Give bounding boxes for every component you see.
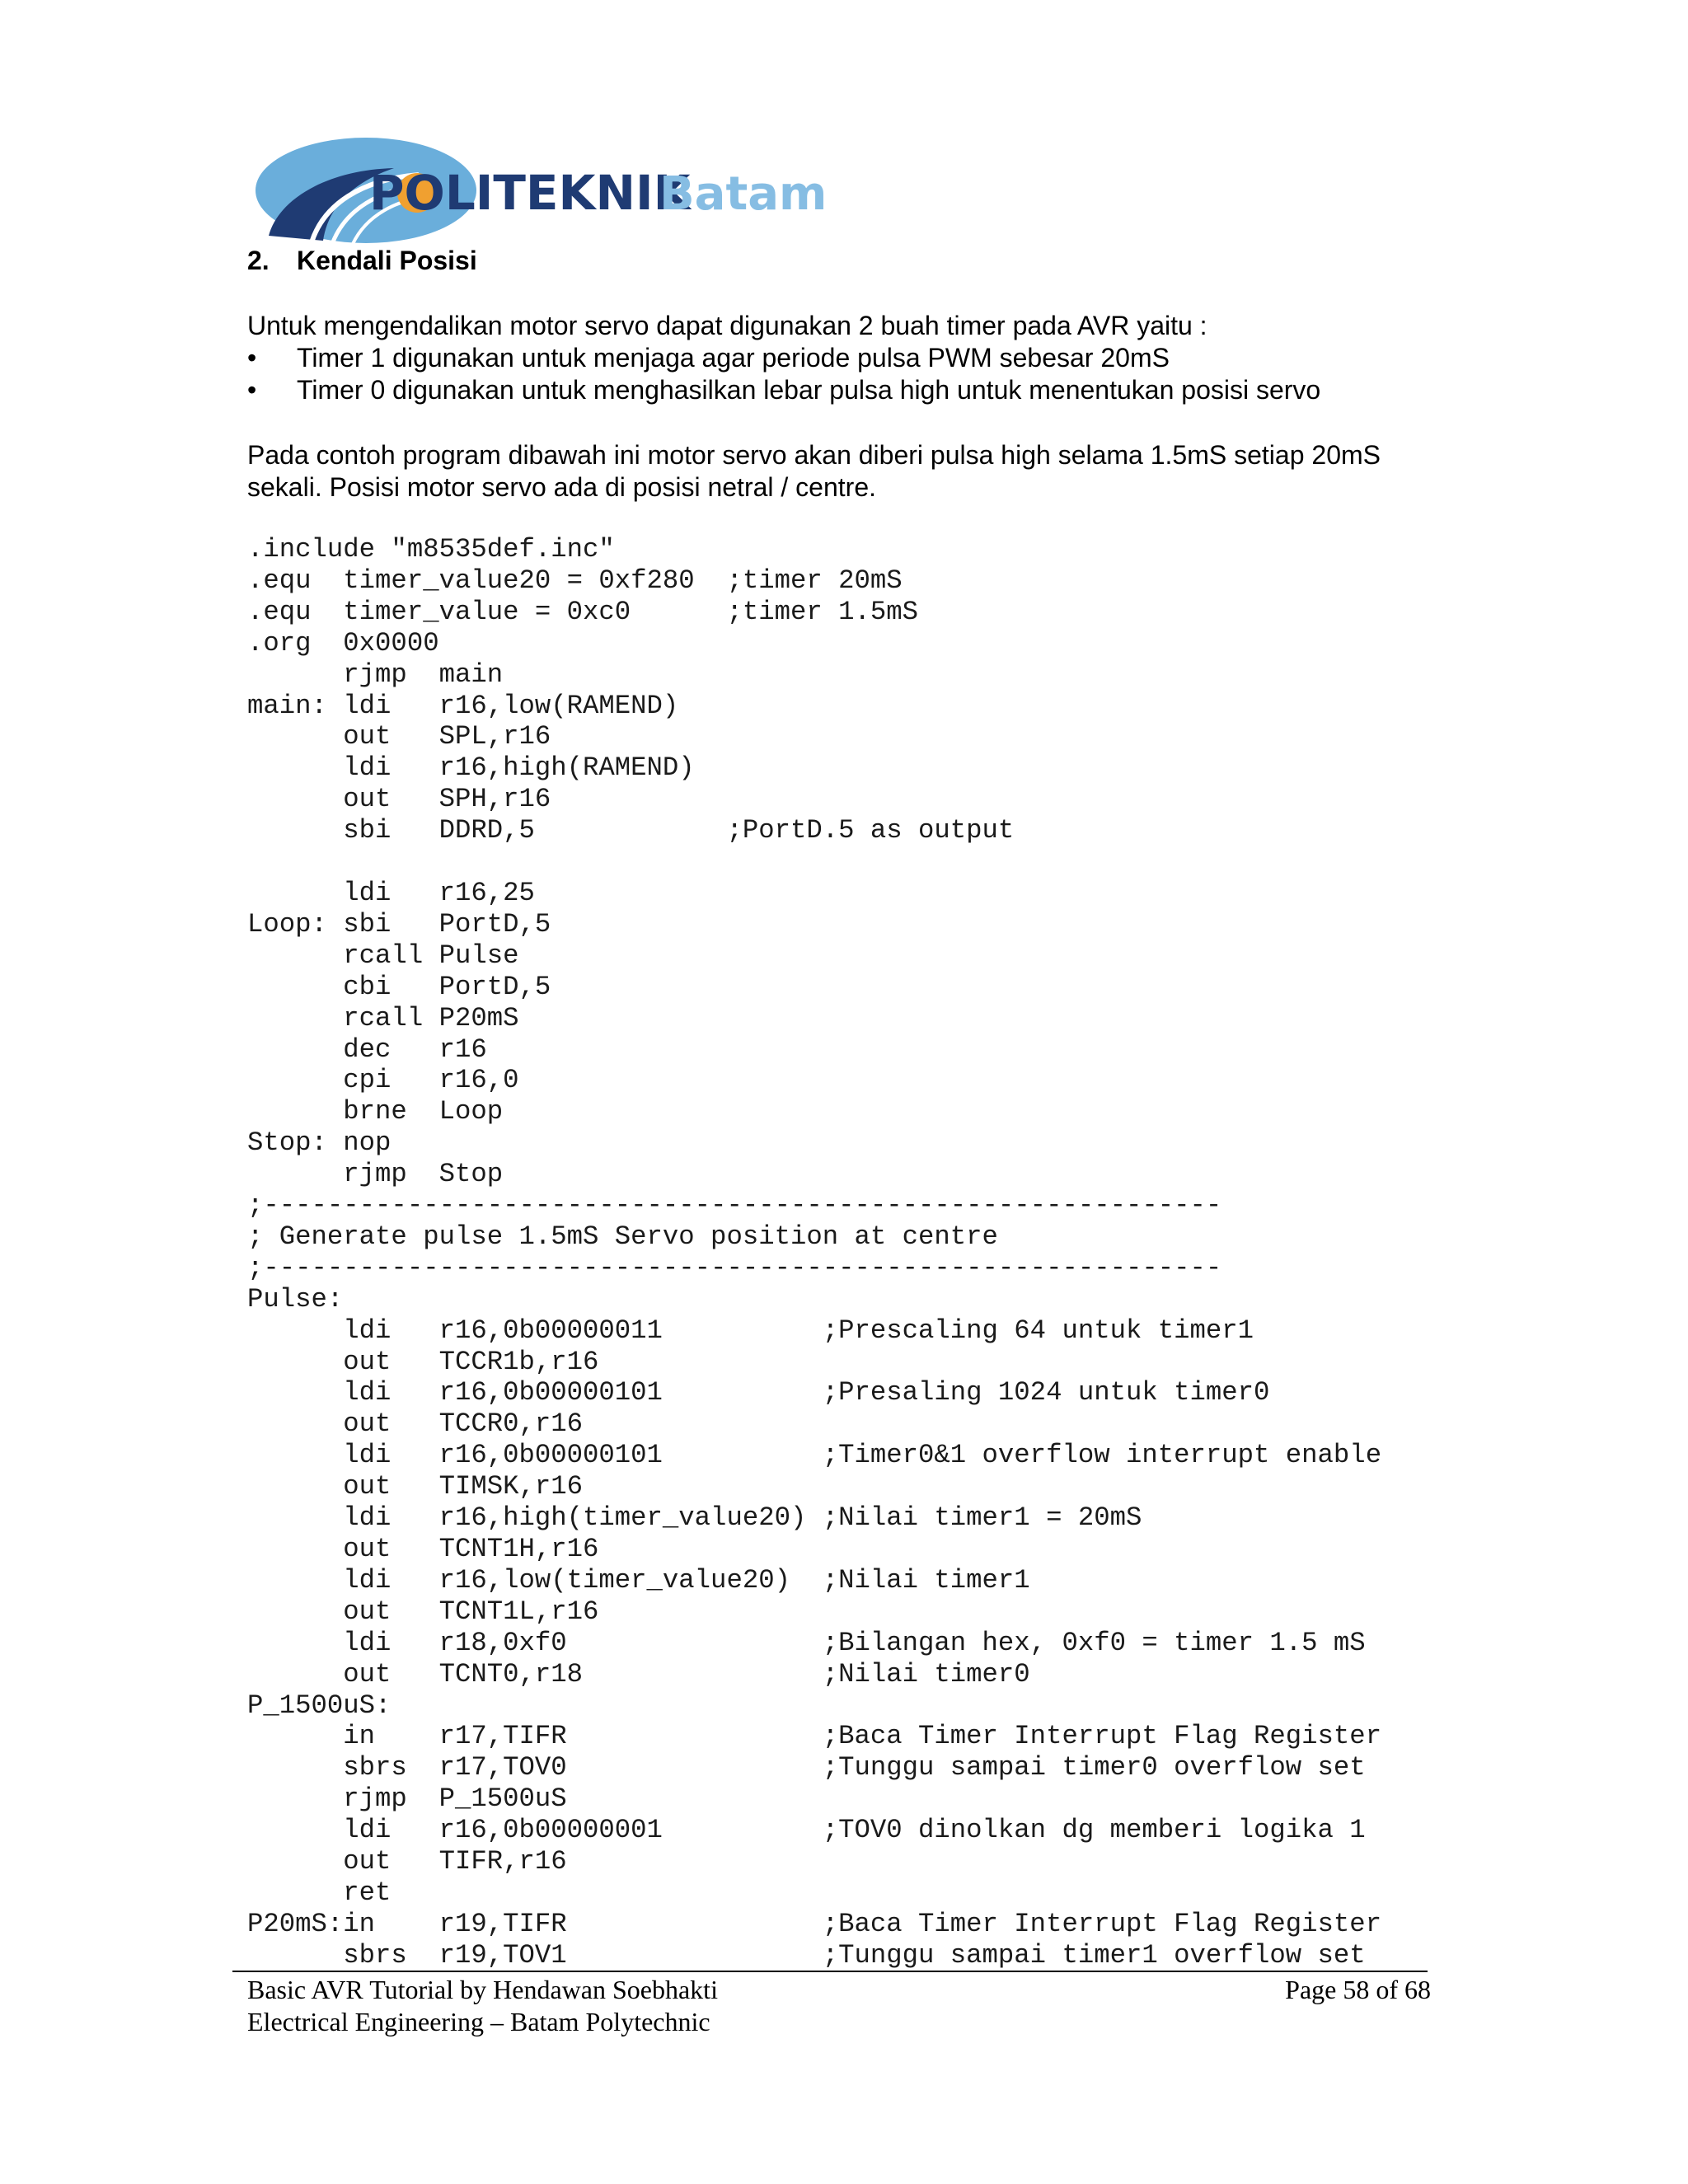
code-line: out TCNT1H,r16 (247, 1534, 599, 1564)
footer-author: Basic AVR Tutorial by Hendawan Soebhakti (247, 1975, 718, 2004)
logo-emblem-icon (254, 137, 831, 246)
code-line: .include "m8535def.inc" (247, 534, 615, 565)
code-line: ldi r16,0b00000101 ;Presaling 1024 untuk timer0 (247, 1377, 1270, 1408)
section-title: Kendali Posisi (297, 246, 477, 275)
code-line: ldi r16,high(timer_value20) ;Nilai timer1 = 20mS (247, 1502, 1142, 1534)
logo-word-politeknik: POLITEKNIK (369, 165, 691, 221)
code-line: rjmp main (247, 658, 504, 690)
code-line: out SPH,r16 (247, 784, 551, 815)
code-line: ldi r16,low(timer_value20) ;Nilai timer1 (247, 1564, 1030, 1596)
code-line: Pulse: (247, 1283, 344, 1315)
code-line: ldi r16,25 (247, 877, 535, 908)
code-line: out TIFR,r16 (247, 1846, 567, 1877)
code-line: .org 0x0000 (247, 627, 439, 658)
code-line: ldi r18,0xf0 ;Bilangan hex, 0xf0 = timer 1.5 mS (247, 1627, 1366, 1658)
bullet-item-timer0: • Timer 0 digunakan untuk menghasilkan lebar pulsa high untuk menentukan posisi servo (247, 374, 1320, 406)
code-line: out SPL,r16 (247, 721, 551, 752)
code-line: rcall P20mS (247, 1002, 519, 1033)
code-line: Loop: sbi PortD,5 (247, 908, 551, 940)
code-line: .equ timer_value20 = 0xf280 ;timer 20mS (247, 565, 903, 596)
section-number: 2. (247, 246, 270, 275)
code-line: dec r16 (247, 1033, 487, 1065)
code-listing (247, 534, 1381, 1971)
code-line: ldi r16,0b00000011 ;Prescaling 64 untuk timer1 (247, 1315, 1254, 1346)
code-line: .equ timer_value = 0xc0 ;timer 1.5mS (247, 596, 919, 627)
code-line: sbrs r17,TOV0 ;Tunggu sampai timer0 overflow set (247, 1752, 1366, 1783)
code-line: P20mS:in r19,TIFR ;Baca Timer Interrupt Flag Register (247, 1908, 1382, 1939)
code-line: ret (247, 1877, 392, 1908)
code-line: out TCCR1b,r16 (247, 1346, 599, 1377)
code-line: cpi r16,0 (247, 1065, 519, 1096)
code-line: main: ldi r16,low(RAMEND) (247, 690, 679, 721)
code-line: out TIMSK,r16 (247, 1471, 584, 1502)
bullet-list (247, 342, 1320, 406)
code-line: rjmp P_1500uS (247, 1783, 567, 1815)
code-line: Stop: nop (247, 1127, 392, 1159)
bullet-item-timer1: • Timer 1 digunakan untuk menjaga agar periode pulsa PWM sebesar 20mS (247, 342, 1320, 374)
code-line: ;------------------------------------------------------------ (247, 1190, 1222, 1221)
code-line: ;------------------------------------------------------------ (247, 1252, 1222, 1283)
politeknik-batam-logo (254, 137, 831, 246)
code-line: ldi r16,0b00000101 ;Timer0&1 overflow interrupt enable (247, 1440, 1382, 1471)
code-line: ; Generate pulse 1.5mS Servo position at centre (247, 1221, 998, 1252)
code-line: cbi PortD,5 (247, 971, 551, 1002)
footer-line-2 (247, 2006, 1431, 2037)
description-paragraph: Pada contoh program dibawah ini motor servo akan diberi pulsa high selama 1.5mS setiap 20mS sekali. Posisi motor servo ada di posisi netral / centre. (247, 440, 1381, 502)
code-line: rjmp Stop (247, 1159, 504, 1190)
footer-institution: Electrical Engineering – Batam Polytechnic (247, 2007, 710, 2036)
code-line: ldi r16,high(RAMEND) (247, 752, 695, 784)
code-line: sbrs r19,TOV1 ;Tunggu sampai timer1 overflow set (247, 1939, 1366, 1971)
code-line: P_1500uS: (247, 1690, 392, 1721)
code-line: out TCNT1L,r16 (247, 1596, 599, 1627)
intro-text: Untuk mengendalikan motor servo dapat digunakan 2 buah timer pada AVR yaitu : (247, 311, 1207, 340)
code-line: out TCCR0,r16 (247, 1408, 584, 1440)
code-line: in r17,TIFR ;Baca Timer Interrupt Flag Register (247, 1721, 1382, 1752)
code-line: brne Loop (247, 1096, 504, 1127)
section-heading (247, 244, 477, 277)
footer-page-number: Page 58 of 68 (1285, 1975, 1431, 2004)
footer-divider (232, 1971, 1428, 1972)
code-line: ldi r16,0b00000001 ;TOV0 dinolkan dg memberi logika 1 (247, 1815, 1366, 1846)
footer-line-1 (247, 1974, 1431, 2005)
logo-word-batam: Batam (659, 167, 828, 221)
code-line (247, 846, 1381, 878)
code-line: out TCNT0,r18 ;Nilai timer0 (247, 1658, 1030, 1690)
code-line: sbi DDRD,5 ;PortD.5 as output (247, 815, 1015, 846)
code-line: rcall Pulse (247, 940, 519, 971)
